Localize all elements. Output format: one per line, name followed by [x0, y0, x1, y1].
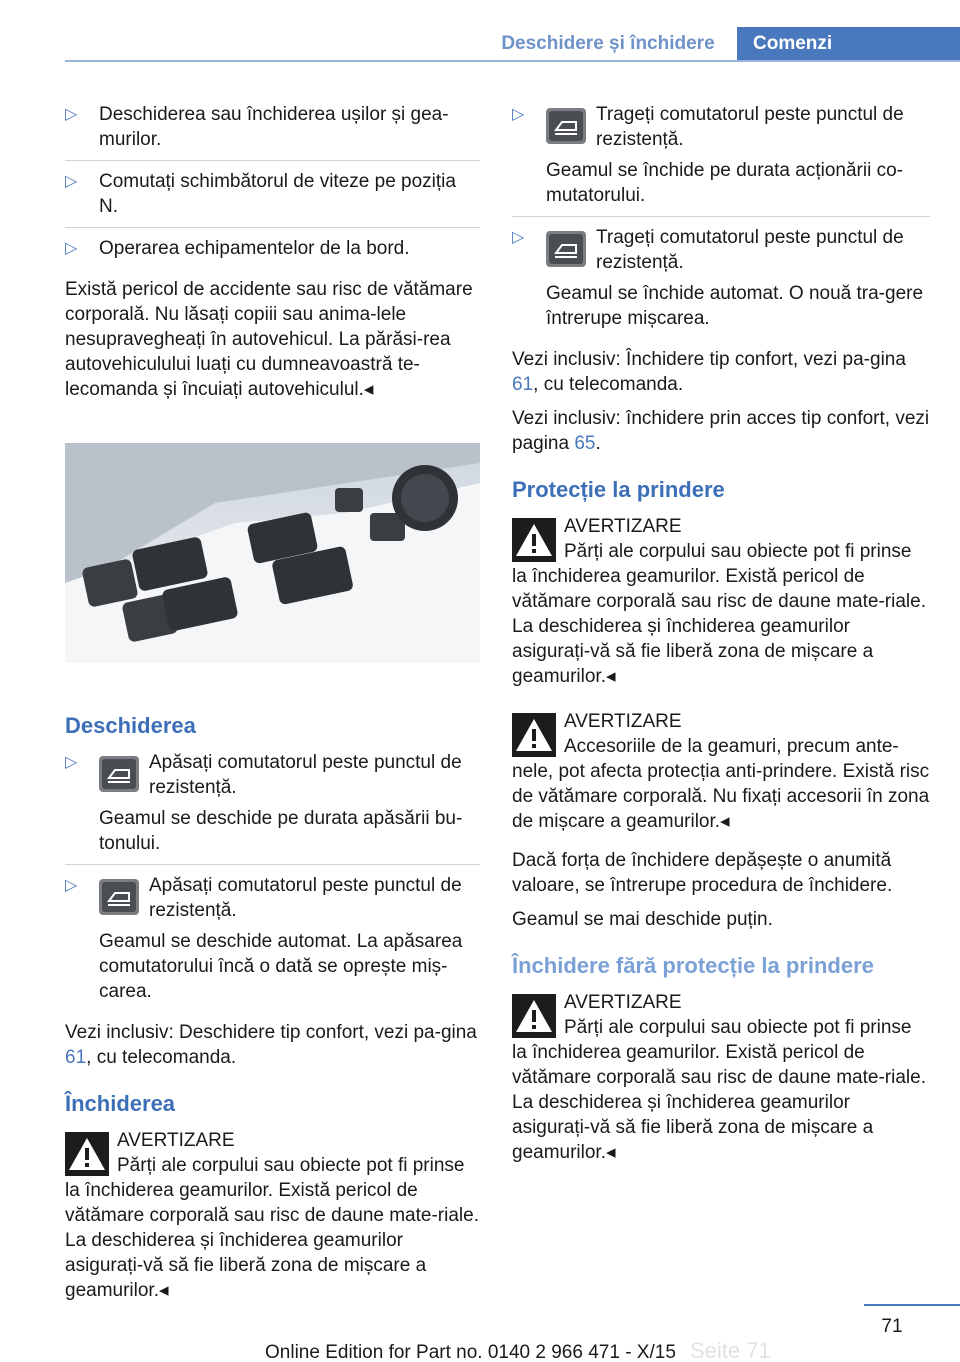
warning-box: AVERTIZARE Părți ale corpului sau obiecte pot fi prinse la închiderea geamurilor. Există pericol de vătămare corporală sau risc de daune mate-riale. La deschiderea și închiderea geamurilor asigurați-vă să fie liberă zona de mișcare a geamurilor.◂ — [65, 1130, 479, 1301]
watermark: Seite 71 — [690, 1338, 771, 1362]
bullet-triangle-icon: ▷ — [512, 229, 525, 246]
window-switch-icon — [546, 108, 586, 144]
page-link[interactable]: 61 — [512, 374, 534, 395]
warning-icon — [65, 1132, 109, 1176]
page-number: 71 — [881, 1316, 903, 1337]
warning-box: AVERTIZARE Părți ale corpului sau obiecte pot fi prinse la închiderea geamurilor. Există pericol de vătămare corporală sau risc de daune mate-riale. La deschiderea și închiderea geamurilor asigurați-vă să fie liberă zona de mișcare a geamurilor.◂ — [512, 516, 926, 687]
list-item: ▷ Trageți comutatorul peste punctul de rezistență. Geamul se închide automat. O nouă tra-gere întrerupe mișcarea. — [512, 227, 924, 329]
see-also-comfort-access: Vezi inclusiv: închidere prin acces tip confort, vezi pagina 65. — [512, 408, 930, 454]
list-item: ▷ Deschiderea sau închiderea ușilor și gea-murilor. — [65, 102, 480, 161]
heading-pinch-protection: Protecție la prindere — [512, 477, 725, 502]
footer-rule — [864, 1304, 960, 1306]
chapter-tab: Comenzi — [737, 27, 960, 62]
list-item: ▷ Operarea echipamentelor de la bord. — [65, 238, 410, 259]
header-rule — [65, 60, 960, 62]
page-link[interactable]: 65 — [574, 433, 596, 454]
warning-box: AVERTIZARE Accesoriile de la geamuri, precum ante- nele, pot afecta protecția anti-prindere. Există risc de vătămare corporală. Nu fixați accesorii în zona de mișcare a geamurilor.◂ — [512, 711, 930, 832]
warning-box: AVERTIZARE Părți ale corpului sau obiecte pot fi prinse la închiderea geamurilor. Există pericol de vătămare corporală sau risc de daune mate-riale. La deschiderea și închiderea geamurilor asigurați-vă să fie liberă zona de mișcare a geamurilor.◂ — [512, 992, 926, 1163]
paragraph: Geamul se mai deschide puțin. — [512, 909, 773, 930]
bullet-triangle-icon: ▷ — [512, 106, 525, 123]
right-column — [512, 102, 930, 1175]
list-item: ▷ Comutați schimbătorul de viteze pe poziția N. — [65, 169, 480, 228]
bullet-triangle-icon: ▷ — [65, 106, 78, 123]
bullet-triangle-icon: ▷ — [65, 877, 78, 894]
see-also-open: Vezi inclusiv: Deschidere tip confort, vezi pa-gina 61, cu telecomanda. — [65, 1022, 477, 1068]
window-switch-icon — [546, 231, 586, 267]
paragraph: Dacă forța de închidere depășește o anumită valoare, se întrerupe procedura de închidere. — [512, 850, 893, 896]
warning-tail-text: Există pericol de accidente sau risc de vătămare corporală. Nu lăsați copiii sau anima-lele nesupravegheați în autovehicul. La părăsi-rea autovehiculului luați cu dumneavoastră te-lecomanda și încuiați autovehiculul.◂ — [65, 279, 473, 400]
window-switch-icon — [99, 879, 139, 915]
window-switch-photo — [65, 443, 480, 663]
warning-icon — [512, 713, 556, 757]
left-column — [65, 102, 480, 1313]
heading-no-pinch-protection: Închidere fără protecție la prindere — [512, 953, 874, 978]
list-item: ▷ Apăsați comutatorul peste punctul de rezistență. Geamul se deschide automat. La apăsarea comutatorului încă o dată se oprește miș-carea. — [65, 875, 463, 1002]
bullet-triangle-icon: ▷ — [65, 173, 78, 190]
bullet-triangle-icon: ▷ — [65, 240, 78, 257]
running-section-title: Deschidere și închidere — [501, 33, 715, 54]
heading-open: Deschiderea — [65, 713, 196, 738]
warning-icon — [512, 518, 556, 562]
warning-icon — [512, 994, 556, 1038]
list-item: ▷ Apăsați comutatorul peste punctul de rezistență. Geamul se deschide pe durata apăsării bu-tonului. — [65, 750, 480, 865]
edition-text: Online Edition for Part no. 0140 2 966 471 - X/15 — [265, 1342, 676, 1362]
bullet-triangle-icon: ▷ — [65, 754, 78, 771]
window-switch-icon — [99, 756, 139, 792]
page-link[interactable]: 61 — [65, 1047, 87, 1068]
heading-close: Închiderea — [65, 1091, 176, 1116]
list-item: ▷ Trageți comutatorul peste punctul de rezistență. Geamul se închide pe durata acționării co-mutatorului. — [512, 102, 930, 217]
see-also-close: Vezi inclusiv: Închidere tip confort, vezi pa-gina 61, cu telecomanda. — [512, 349, 906, 395]
